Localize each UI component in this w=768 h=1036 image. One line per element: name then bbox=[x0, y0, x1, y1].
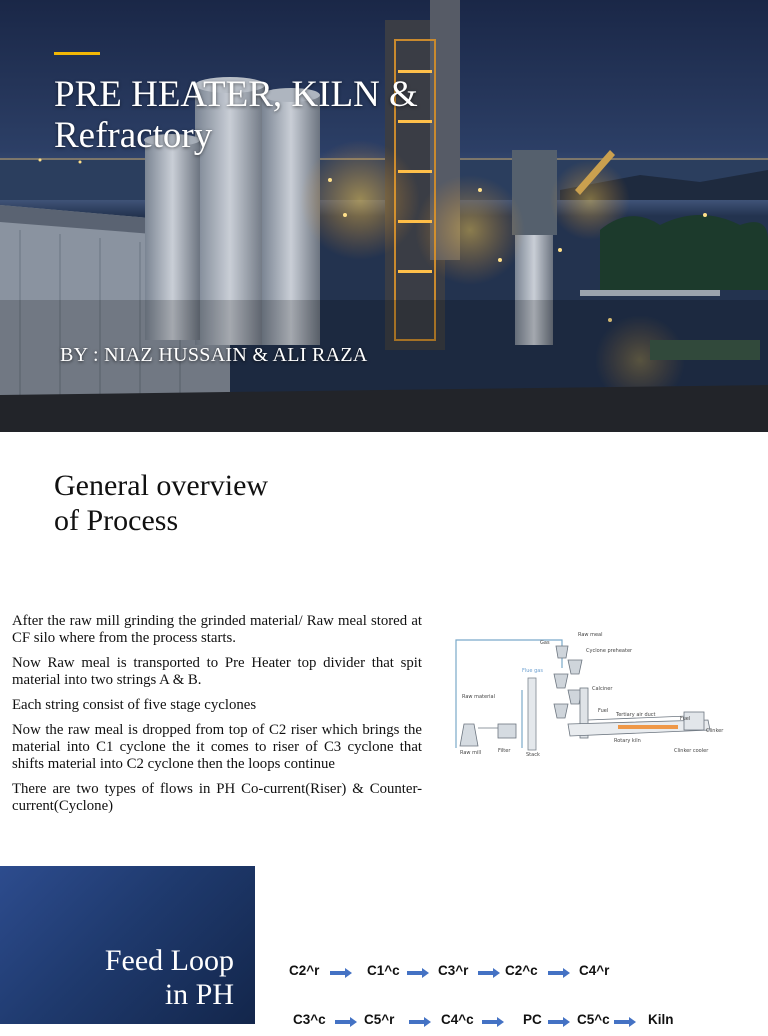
diagram-label: Fuel bbox=[680, 716, 691, 722]
flow-node: C1^c bbox=[367, 963, 400, 978]
diagram-label: Stack bbox=[526, 752, 540, 758]
process-flow-diagram bbox=[448, 628, 730, 768]
right-arrow-icon bbox=[409, 1017, 431, 1027]
raw-mill-shape bbox=[460, 724, 478, 746]
overview-heading-line-2: of Process bbox=[54, 504, 179, 537]
right-arrow-icon bbox=[482, 1017, 504, 1027]
diagram-label: Raw material bbox=[462, 694, 495, 700]
feed-loop-slide bbox=[0, 866, 768, 1027]
overview-paragraph: Each string consist of five stage cyclones bbox=[12, 697, 257, 713]
right-arrow-icon bbox=[614, 1017, 636, 1027]
diagram-label: Cyclone preheater bbox=[586, 648, 633, 654]
title-line-1: PRE HEATER, KILN & bbox=[54, 74, 418, 115]
title-accent-bar bbox=[54, 52, 100, 55]
right-arrow-icon bbox=[478, 968, 500, 978]
right-arrow-icon bbox=[335, 1017, 357, 1027]
overview-body bbox=[12, 613, 422, 823]
feed-loop-row-1 bbox=[0, 963, 768, 987]
cement-plant-night-photo bbox=[0, 0, 768, 432]
right-arrow-icon bbox=[548, 968, 570, 978]
flow-node: C3^c bbox=[293, 1012, 326, 1027]
overview-paragraph: After the raw mill grinding the grinded material/ Raw meal stored at CF silo where from the process starts. bbox=[12, 613, 422, 646]
overview-slide bbox=[0, 432, 768, 866]
title-line-2: Refractory bbox=[54, 115, 213, 156]
diagram-label: Clinker cooler bbox=[674, 748, 709, 754]
diagram-label: Tertiary air duct bbox=[616, 712, 656, 718]
diagram-label: Calciner bbox=[592, 686, 613, 692]
feed-loop-title-panel bbox=[0, 866, 255, 1024]
right-arrow-icon bbox=[548, 1017, 570, 1027]
flow-node: C5^c bbox=[577, 1012, 610, 1027]
flow-node: C2^r bbox=[289, 963, 320, 978]
diagram-label: Flue gas bbox=[522, 668, 543, 674]
diagram-label: Raw mill bbox=[460, 750, 482, 756]
flow-node: C3^r bbox=[438, 963, 469, 978]
flow-node: C5^r bbox=[364, 1012, 395, 1027]
right-arrow-icon bbox=[330, 968, 352, 978]
diagram-label: Rotary kiln bbox=[614, 738, 641, 744]
right-arrow-icon bbox=[407, 968, 429, 978]
diagram-label: Gas bbox=[540, 640, 550, 646]
feed-loop-heading-line-2: in PH bbox=[164, 978, 234, 1011]
diagram-label: Raw meal bbox=[578, 632, 603, 638]
author-byline: BY : NIAZ HUSSAIN & ALI RAZA bbox=[60, 344, 368, 366]
flow-node: C2^c bbox=[505, 963, 538, 978]
flow-node: C4^r bbox=[579, 963, 610, 978]
overview-paragraph: Now Raw meal is transported to Pre Heater top divider that spit material into two strings A & B. bbox=[12, 655, 422, 688]
cyclone-preheater-shape bbox=[554, 646, 582, 718]
overview-paragraph: There are two types of flows in PH Co-current(Riser) & Counter-current(Cyclone) bbox=[12, 781, 422, 814]
flow-node: C4^c bbox=[441, 1012, 474, 1027]
overview-heading-line-1: General overview bbox=[54, 469, 269, 502]
diagram-label: Clinker bbox=[706, 728, 724, 734]
stack-shape bbox=[528, 678, 536, 750]
flow-node: Kiln bbox=[648, 1012, 674, 1027]
diagram-label: Filter bbox=[498, 748, 511, 754]
overview-heading bbox=[54, 468, 268, 538]
presentation-title bbox=[54, 74, 474, 156]
overview-paragraph: Now the raw meal is dropped from top of C2 riser which brings the material into C1 cyclone the it comes to riser of C3 cyclone that shifts material into C2 cyclone then the loops continue bbox=[12, 722, 422, 772]
title-slide bbox=[0, 0, 768, 432]
filter-shape bbox=[498, 724, 516, 738]
feed-loop-heading-line-1: Feed Loop bbox=[104, 944, 234, 977]
diagram-label: Fuel bbox=[598, 708, 609, 714]
flow-node: PC bbox=[523, 1012, 542, 1027]
feed-loop-row-2 bbox=[0, 1012, 768, 1036]
